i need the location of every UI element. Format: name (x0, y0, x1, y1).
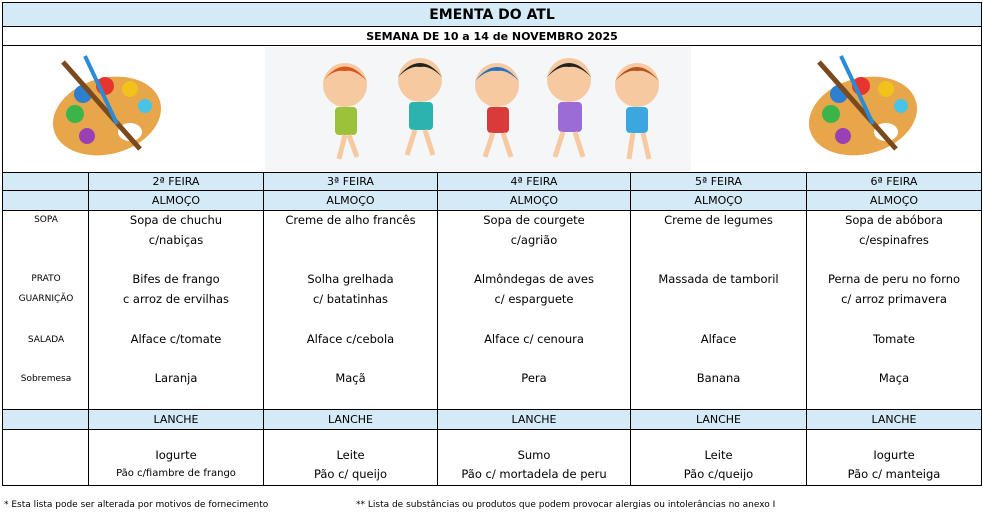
label-sobremesa: Sobremesa (20, 374, 72, 384)
day-snack-cell (631, 430, 807, 486)
day-lunch-cell (89, 211, 264, 410)
day-header: 5ª FEIRA (631, 173, 807, 191)
day-snack-cell (89, 430, 264, 486)
salada-text: Alface c/cebola (306, 332, 395, 346)
sopa-line: Sopa de chuchu (129, 213, 223, 227)
prato-line: c/ arroz primavera (841, 292, 947, 306)
day-header: 3ª FEIRA (264, 173, 438, 191)
menu-sheet (2, 2, 981, 497)
prato-line: c/ esparguete (494, 292, 574, 306)
corner-cell (3, 173, 89, 191)
menu-table (2, 2, 982, 486)
day-lunch-cell (807, 211, 982, 410)
lanche-drink: Iogurte (155, 448, 197, 462)
lanche-food: Pão c/ queijo (313, 467, 388, 481)
lanche-drink: Leite (704, 448, 733, 462)
paint-palette-icon (45, 54, 170, 164)
prato-line: c/ batatinhas (312, 292, 389, 306)
lanche-food: Pão c/ manteiga (847, 467, 941, 481)
day-lunch-cell (631, 211, 807, 410)
lanche-header: LANCHE (89, 410, 264, 430)
paint-palette-icon (801, 54, 926, 164)
salada-text: Alface c/tomate (130, 332, 222, 346)
prato-line: Solha grelhada (307, 272, 394, 286)
corner-cell (3, 191, 89, 211)
footnote-allergens: ** Lista de substâncias ou produtos que podem provocar alergias ou intolerâncias no anexo I (356, 500, 776, 510)
label-prato: PRATO (31, 274, 61, 284)
meal-header: ALMOÇO (438, 191, 631, 211)
prato-line: Perna de peru no forno (827, 272, 961, 286)
prato-line: Bifes de frango (132, 272, 220, 286)
label-salada: SALADA (27, 335, 65, 345)
lanche-header: LANCHE (438, 410, 631, 430)
label-sopa: SOPA (34, 215, 58, 225)
lanche-food: Pão c/queijo (683, 467, 754, 481)
sobremesa-text: Pera (521, 371, 547, 385)
lanche-header: LANCHE (807, 410, 982, 430)
salada-text: Alface (700, 332, 737, 346)
day-header: 4ª FEIRA (438, 173, 631, 191)
day-snack-cell (264, 430, 438, 486)
lanche-food: Pão c/fiambre de frango (116, 468, 236, 479)
day-snack-cell (438, 430, 631, 486)
sopa-line: Sopa de courgete (483, 213, 585, 227)
week-subtitle: SEMANA DE 10 a 14 de NOVEMBRO 2025 (3, 27, 982, 46)
day-lunch-cell (438, 211, 631, 410)
lanche-drink: Leite (336, 448, 365, 462)
prato-line: c arroz de ervilhas (122, 292, 230, 306)
kids-jumping-illustration (265, 47, 691, 171)
lanche-header: LANCHE (264, 410, 438, 430)
sobremesa-text: Maça (878, 371, 910, 385)
day-header: 6ª FEIRA (807, 173, 982, 191)
sopa-line: Creme de alho francês (285, 213, 416, 227)
sobremesa-text: Banana (696, 371, 741, 385)
sopa-line: Sopa de abóbora (845, 213, 943, 227)
sopa-line: Creme de legumes (664, 213, 773, 227)
banner (3, 46, 982, 173)
footnote-supply: * Esta lista pode ser alterada por motivos de fornecimento (4, 500, 269, 510)
sobremesa-text: Maçã (335, 371, 366, 385)
lanche-drink: Iogurte (873, 448, 915, 462)
sopa-line: c/espinafres (859, 233, 929, 247)
lanche-food: Pão c/ mortadela de peru (461, 467, 607, 481)
day-lunch-cell (264, 211, 438, 410)
lanche-header: LANCHE (631, 410, 807, 430)
meal-header: ALMOÇO (807, 191, 982, 211)
sopa-line: c/agrião (510, 233, 558, 247)
lanche-drink: Sumo (517, 448, 551, 462)
meal-header: ALMOÇO (89, 191, 264, 211)
day-snack-cell (807, 430, 982, 486)
corner-cell (3, 430, 89, 486)
salada-text: Alface c/ cenoura (484, 332, 584, 346)
meal-header: ALMOÇO (631, 191, 807, 211)
prato-line: Almôndegas de aves (474, 272, 594, 286)
row-labels (3, 211, 89, 410)
corner-cell (3, 410, 89, 430)
sopa-line: c/nabiças (148, 233, 204, 247)
prato-line: Massada de tamboril (658, 272, 779, 286)
page-title: EMENTA DO ATL (3, 3, 982, 27)
meal-header: ALMOÇO (264, 191, 438, 211)
label-guarnicao: GUARNIÇÃO (18, 294, 74, 304)
sobremesa-text: Laranja (154, 371, 198, 385)
footnotes (4, 498, 979, 514)
day-header: 2ª FEIRA (89, 173, 264, 191)
salada-text: Tomate (873, 332, 915, 346)
